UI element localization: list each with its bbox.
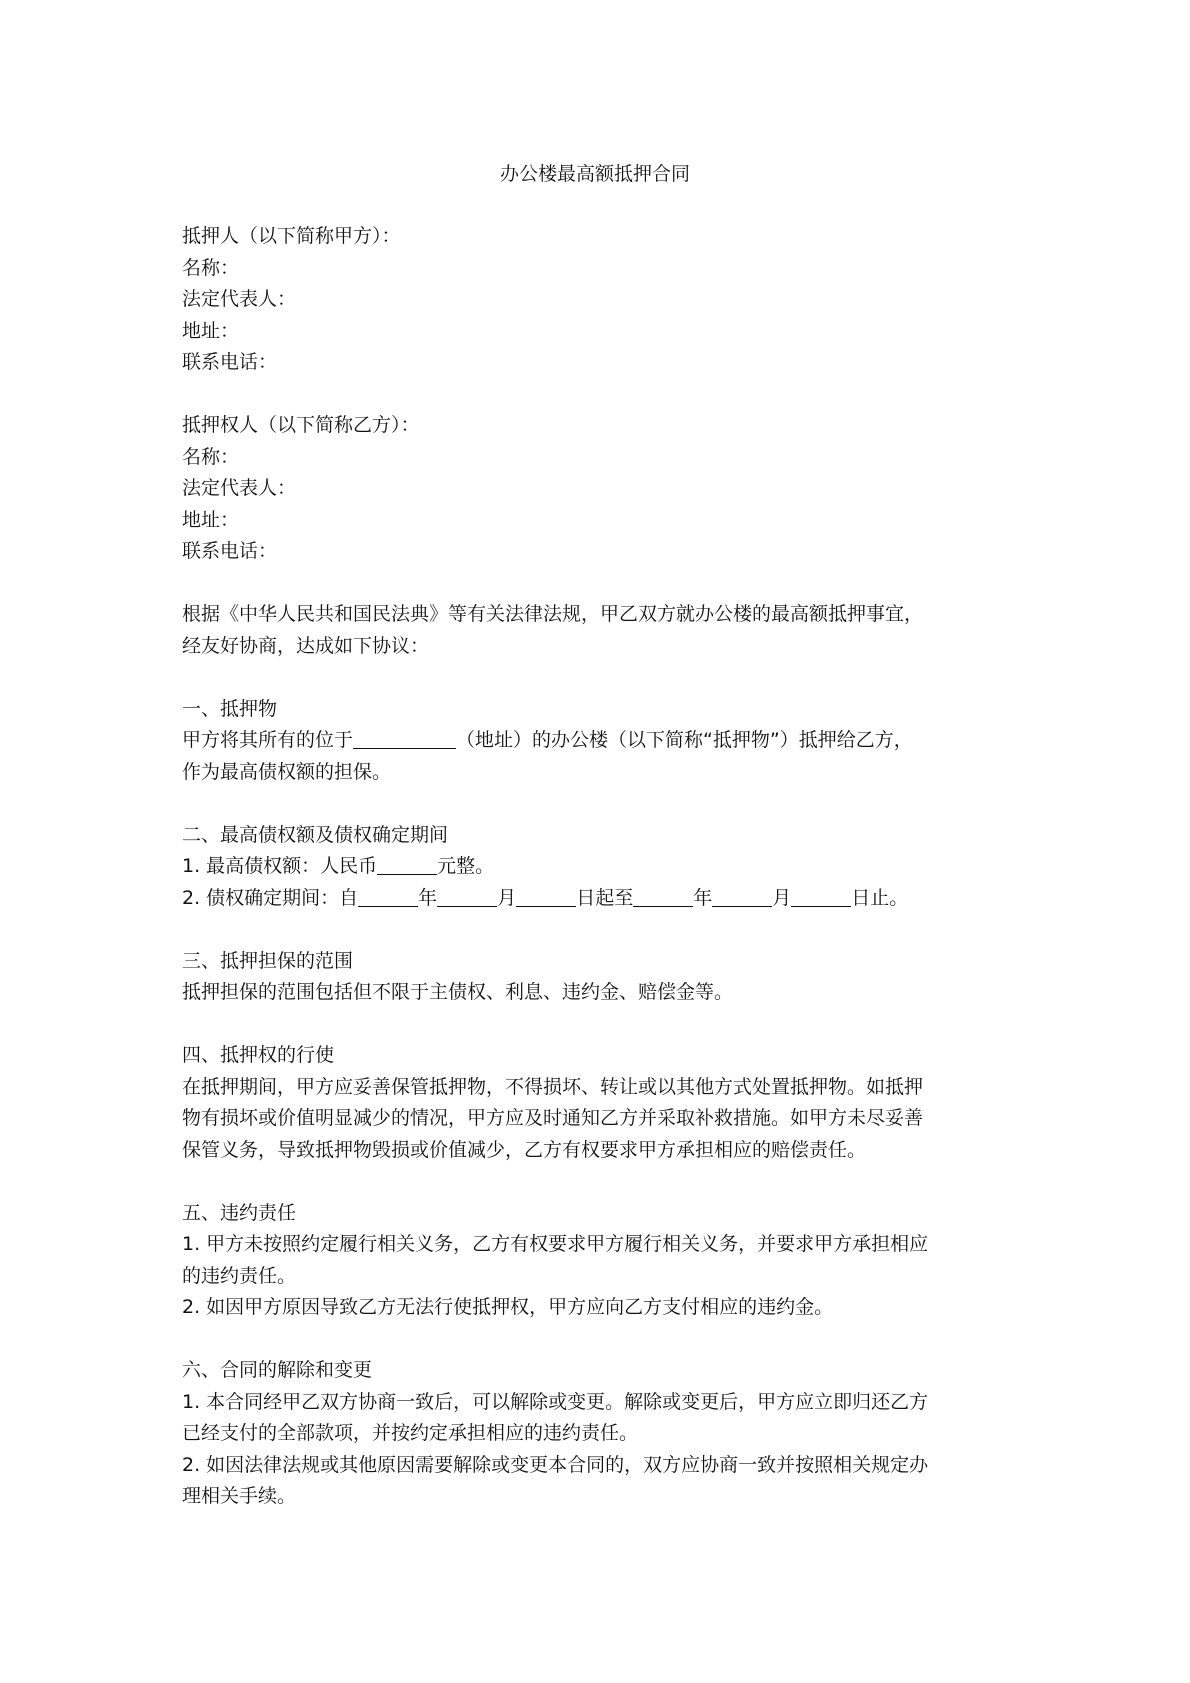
section-3-line-1: 抵押担保的范围包括但不限于主债权、利息、违约金、赔偿金等。 <box>182 981 734 1003</box>
spacer <box>182 662 1017 694</box>
section-3-heading: 三、抵押担保的范围 <box>182 949 354 972</box>
section-1-line-1 <box>182 725 1017 757</box>
party-a-phone-label: 联系电话： <box>182 351 278 373</box>
preamble-line-1: 根据《中华人民共和国民法典》等有关法律法规，甲乙双方就办公楼的最高额抵押事宜， <box>182 603 924 625</box>
section-1-line-2: 作为最高债权额的担保。 <box>182 760 392 783</box>
document-title: 办公楼最高额抵押合同 <box>499 163 690 185</box>
party-b-heading: 抵押权人（以下简称乙方）： <box>182 414 420 436</box>
party-b-phone-label: 联系电话： <box>182 540 278 562</box>
section-6-heading: 六、合同的解除和变更 <box>182 1359 373 1381</box>
end-month-blank <box>712 884 772 907</box>
section-4-heading: 四、抵押权的行使 <box>182 1044 335 1066</box>
start-year-label: 年 <box>418 886 438 909</box>
spacer <box>182 788 1017 820</box>
start-day-label: 日起至 <box>576 886 634 909</box>
end-year-blank <box>633 884 693 907</box>
spacer <box>182 914 1017 946</box>
party-a-name-label: 名称： <box>182 256 240 279</box>
start-day-blank <box>516 884 576 907</box>
section-2-item-2 <box>182 883 1017 915</box>
spacer <box>182 1009 1017 1041</box>
end-month-label: 月 <box>772 886 792 909</box>
address-blank <box>353 726 456 749</box>
amount-suffix: 元整。 <box>437 855 495 877</box>
section-4-line-1: 在抵押期间，甲方应妥善保管抵押物，不得损坏、转让或以其他方式处置抵押物。如抵押 <box>182 1075 924 1098</box>
section-6-item-1-line-2: 已经支付的全部款项，并按约定承担相应的违约责任。 <box>182 1422 639 1444</box>
end-day-blank <box>791 884 851 907</box>
start-month-blank <box>437 884 497 907</box>
section-5-item-1-line-1: 1. 甲方未按照约定履行相关义务，乙方有权要求甲方履行相关义务，并要求甲方承担相应 <box>182 1233 929 1255</box>
start-year-blank <box>358 884 418 907</box>
preamble-line-2: 经友好协商，达成如下协议： <box>182 634 430 657</box>
party-b-name-label: 名称： <box>182 445 240 468</box>
section-4-line-2: 物有损坏或价值明显减少的情况，甲方应及时通知乙方并采取补救措施。如甲方未尽妥善 <box>182 1107 924 1129</box>
section-6-item-1-line-1: 1. 本合同经甲乙双方协商一致后，可以解除或变更。解除或变更后，甲方应立即归还乙方 <box>182 1390 929 1413</box>
max-amount-label: 1. 最高债权额：人民币 <box>182 855 378 877</box>
spacer <box>182 379 1017 411</box>
document-body <box>182 221 1017 1513</box>
section-1-heading: 一、抵押物 <box>182 697 278 720</box>
amount-blank <box>377 852 437 875</box>
spacer <box>182 1166 1017 1198</box>
section-2-item-1 <box>182 851 1017 883</box>
section-5-item-2-line-1: 2. 如因甲方原因导致乙方无法行使抵押权，甲方应向乙方支付相应的违约金。 <box>182 1296 834 1318</box>
party-a-heading: 抵押人（以下简称甲方）： <box>182 225 401 247</box>
section-1-text-b: （地址）的办公楼（以下简称“抵押物”）抵押给乙方， <box>456 729 913 751</box>
spacer <box>182 568 1017 600</box>
party-a-legal-rep-label: 法定代表人： <box>182 288 297 310</box>
section-6-item-2-line-1: 2. 如因法律法规或其他原因需要解除或变更本合同的，双方应协商一致并按照相关规定办 <box>182 1453 929 1476</box>
period-label: 2. 债权确定期间：自 <box>182 886 359 909</box>
section-2-heading: 二、最高债权额及债权确定期间 <box>182 823 449 846</box>
end-day-label: 日止。 <box>851 886 909 909</box>
party-a-address-label: 地址： <box>182 319 240 342</box>
party-b-legal-rep-label: 法定代表人： <box>182 477 297 499</box>
spacer <box>182 1324 1017 1356</box>
section-5-item-1-line-2: 的违约责任。 <box>182 1264 297 1287</box>
end-year-label: 年 <box>693 886 713 909</box>
section-6-item-2-line-2: 理相关手续。 <box>182 1485 297 1507</box>
section-5-heading: 五、违约责任 <box>182 1201 297 1224</box>
party-b-address-label: 地址： <box>182 508 240 531</box>
start-month-label: 月 <box>497 886 517 909</box>
section-1-text-a: 甲方将其所有的位于 <box>182 729 354 751</box>
section-4-line-3: 保管义务，导致抵押物毁损或价值减少，乙方有权要求甲方承担相应的赔偿责任。 <box>182 1138 867 1161</box>
